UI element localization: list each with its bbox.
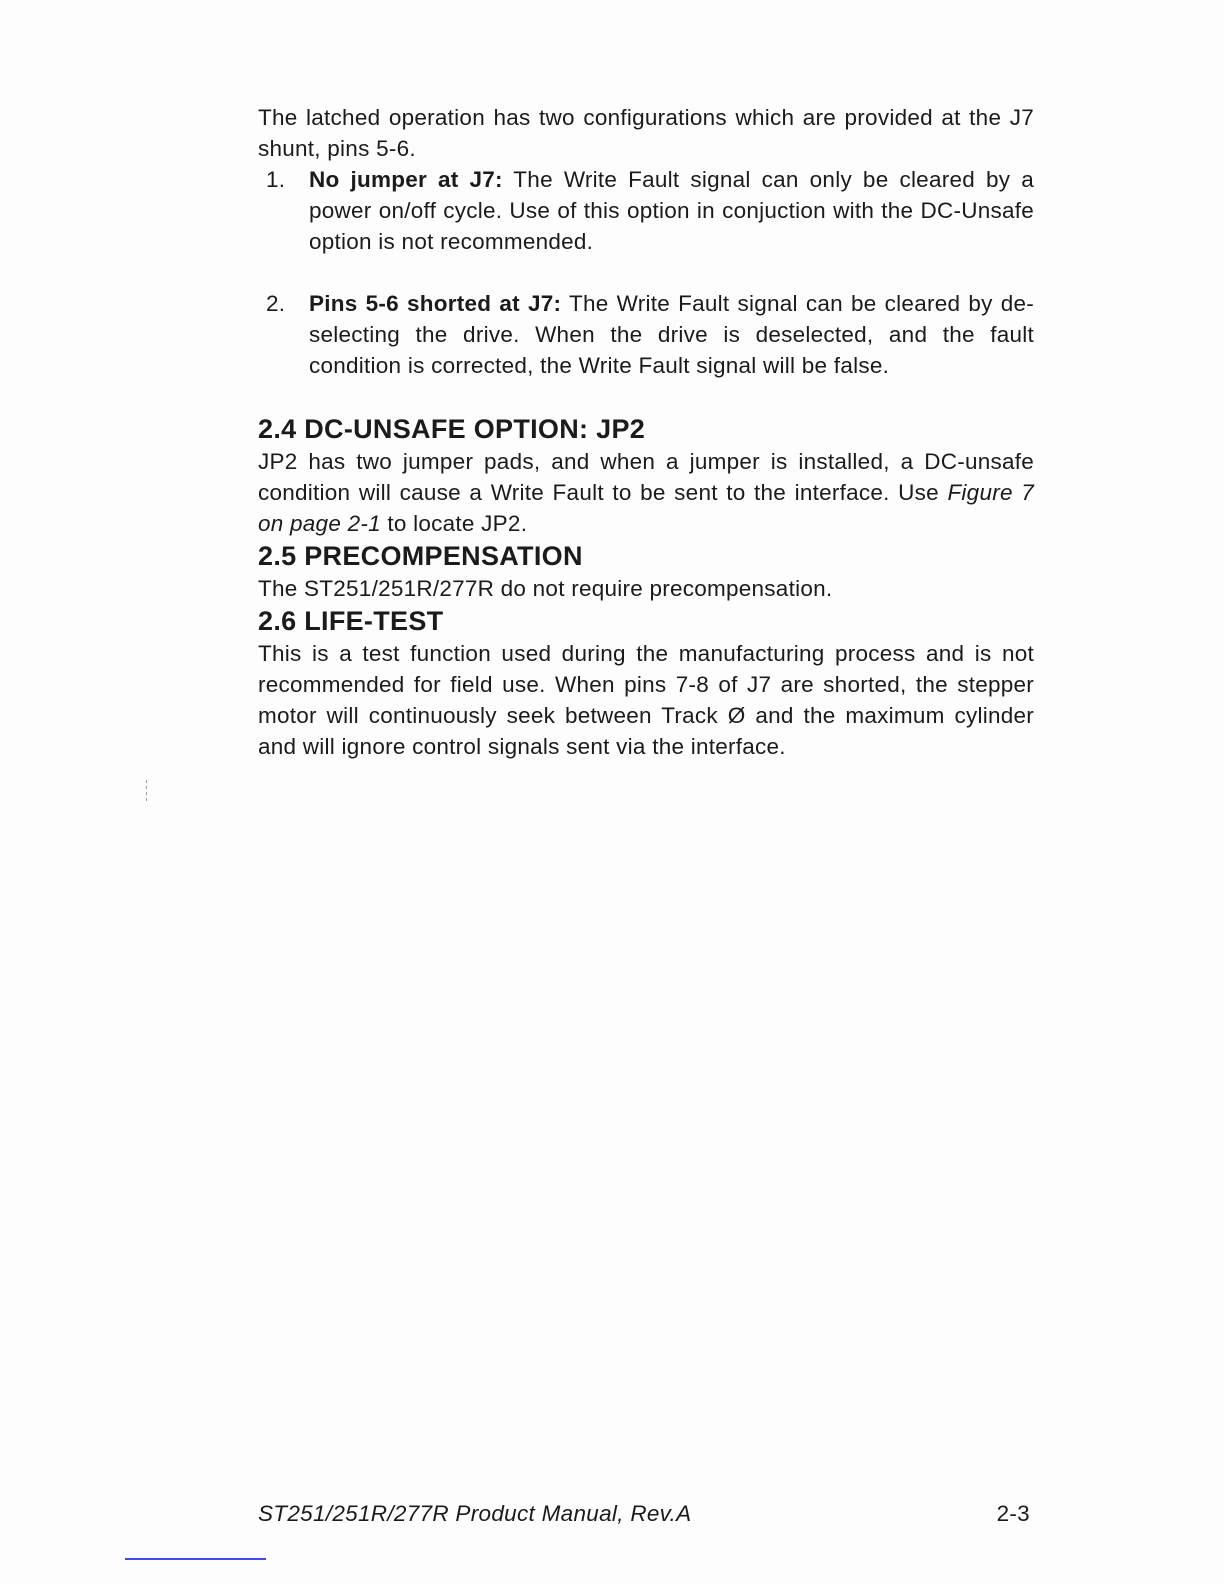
list-item-number: 1. bbox=[266, 167, 286, 192]
jumper-options-list bbox=[258, 164, 1034, 381]
section-heading-dc-unsafe: 2.4 DC-UNSAFE OPTION: JP2 bbox=[258, 414, 646, 444]
footer-title: ST251/251R/277R Product Manual, Rev.A bbox=[258, 1501, 692, 1526]
scan-edge-line bbox=[125, 1558, 266, 1560]
list-item bbox=[258, 164, 1034, 257]
list-item-text: The Write Fault signal can be cleared by de-selecting the drive. When the drive is deselected, and the fault condition is corrected, the Write Fault signal will be false. bbox=[309, 291, 1034, 378]
list-item-number: 2. bbox=[266, 291, 286, 316]
section-heading-life-test: 2.6 LIFE-TEST bbox=[258, 606, 444, 636]
dc-unsafe-paragraph bbox=[258, 446, 1034, 539]
dc-unsafe-text: JP2 has two jumper pads, and when a jumper is installed, a DC-unsafe condition will cause a Write Fault to be sent to the interface. Use bbox=[258, 449, 1034, 505]
page-content bbox=[258, 102, 1034, 762]
list-item-text: The Write Fault signal can only be cleared by a power on/off cycle. Use of this option in conjuction with the DC-Unsafe option is not recommended. bbox=[309, 167, 1034, 254]
list-item-term: Pins 5-6 shorted at J7: bbox=[309, 291, 562, 316]
page-number: 2-3 bbox=[996, 1501, 1030, 1526]
scan-artifact bbox=[146, 780, 147, 802]
page-footer bbox=[258, 1499, 1030, 1529]
list-item bbox=[258, 288, 1034, 381]
list-item-term: No jumper at J7: bbox=[309, 167, 503, 192]
intro-paragraph: The latched operation has two configurations which are provided at the J7 shunt, pins 5-6. bbox=[258, 105, 1034, 161]
life-test-paragraph: This is a test function used during the manufacturing process and is not recommended for field use. When pins 7-8 of J7 are shorted, the stepper motor will continuously seek between Track Ø and the maximum cylinder and will ignore control signals sent via the interface. bbox=[258, 641, 1034, 759]
section-heading-precompensation: 2.5 PRECOMPENSATION bbox=[258, 541, 583, 571]
precompensation-paragraph: The ST251/251R/277R do not require precompensation. bbox=[258, 576, 833, 601]
figure-reference: Figure 7 on page 2-1 bbox=[258, 480, 1034, 536]
dc-unsafe-text-end: to locate JP2. bbox=[380, 511, 528, 536]
